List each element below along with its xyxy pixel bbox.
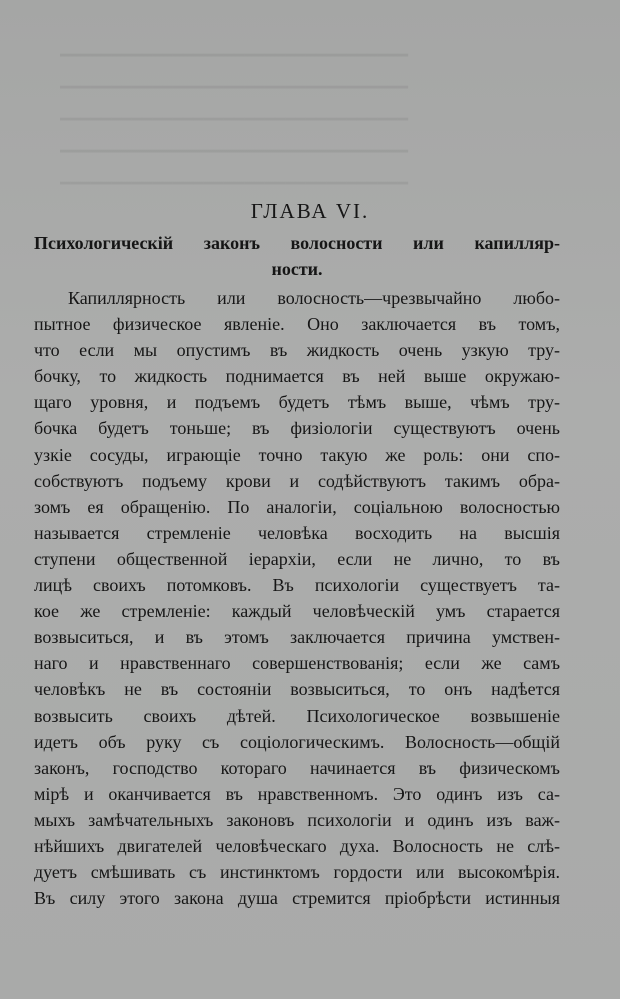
text-line: бочка будетъ тоньше; въ физіологіи существуютъ очень (34, 418, 560, 439)
body-paragraph (34, 285, 560, 911)
text-line: собствуютъ подъему крови и содѣйствуютъ такимъ обра- (34, 470, 560, 491)
text-line: дуетъ смѣшивать съ инстинктомъ гордости или высокомѣрія. (34, 862, 560, 883)
text-line: мыхъ замѣчательныхъ законовъ психологіи и одинъ изъ важ- (34, 809, 560, 830)
text-line: Въ силу этого закона душа стремится пріобрѣсти истинныя (34, 888, 560, 909)
text-line: лицѣ своихъ потомковъ. Въ психологіи существуетъ та- (34, 575, 560, 596)
text-line: пытное физическое явленіе. Оно заключается въ томъ, (34, 314, 560, 335)
text-line: ступени общественной іерархіи, если не лично, то въ (34, 548, 560, 569)
subtitle-line-2: ности. (271, 259, 323, 279)
text-line: что если мы опустимъ въ жидкость очень узкую тру- (34, 340, 560, 361)
subtitle-line-1: Психологическій законъ волосности или капилляр- (34, 233, 560, 253)
text-line: щаго уровня, и подъемъ будетъ тѣмъ выше, чѣмъ тру- (34, 392, 560, 413)
text-line: человѣкъ не въ состояніи возвыситься, то онъ надѣется (34, 679, 560, 700)
text-line: бочку, то жидкость поднимается въ ней выше окружаю- (34, 366, 560, 387)
text-line: Капиллярность или волосность—чрезвычайно любо- (68, 288, 560, 308)
text-line: называется стремленіе человѣка восходить на высшія (34, 522, 560, 543)
text-line: нѣйшихъ двигателей человѣческаго духа. Волосность не слѣ- (34, 835, 560, 856)
chapter-heading: ГЛАВА VI. (250, 199, 370, 223)
bleed-through-texture: ━━━━━━━━━━━━━━━━━━━━━━━━━━━━━━━━━━ ━━━━━━━━━━━━━━━━━━━━━━━━━━━━━━━━━━ ━━━━━━━━━━━━━━━━━━━━━━━━━━━━━━━━━━ ━━━━━━━━━━━━━━━━━━━━━━━━━━━━━━━━━━ ━━━━━━━━━━━━━━━━━━━━━━━━━━━━━━━━━━ (60, 46, 408, 193)
text-line: наго и нравственнаго совершенствованія; если же самъ (34, 653, 560, 674)
text-line: законъ, господство котораго начинается въ физическомъ (34, 757, 560, 778)
text-line: узкіе сосуды, играющіе точно такую же роль: они спо- (34, 444, 560, 465)
text-line: возвыситься, и въ этомъ заключается причина умствен- (34, 627, 560, 648)
text-line: идетъ объ руку съ соціологическимъ. Волосность—общій (34, 731, 560, 752)
text-line: возвысить своихъ дѣтей. Психологическое возвышеніе (34, 705, 560, 726)
text-line: зомъ ея обращенію. По аналогіи, соціальною волосностью (34, 496, 560, 517)
text-line: кое же стремленіе: каждый человѣческій умъ старается (34, 601, 560, 622)
chapter-subtitle (34, 230, 560, 282)
text-line: мірѣ и оканчивается въ нравственномъ. Это одинъ изъ са- (34, 783, 560, 804)
